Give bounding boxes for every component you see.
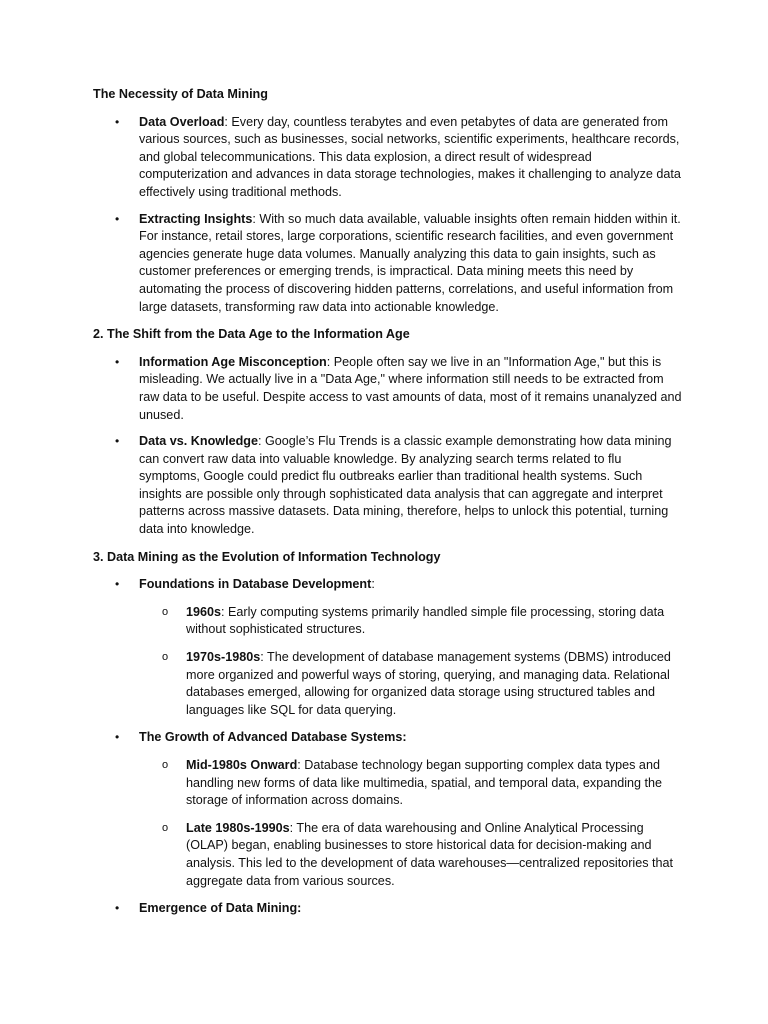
list-item — [93, 433, 683, 539]
item-sep: : — [326, 354, 331, 369]
list-item — [93, 211, 683, 317]
item-text: The era of data warehousing and Online Analytical Processing (OLAP) began, enabling businesses to store historical data for decision-making and analysis. This led to the development of data warehouses—centralized repositories that aggregate data from various sources. — [186, 820, 673, 888]
bullet-list — [93, 576, 683, 918]
item-sep: : — [289, 820, 294, 835]
item-term: Late 1980s-1990s — [186, 820, 290, 835]
sub-list-item — [139, 649, 683, 719]
bullet-icon: • — [115, 901, 120, 916]
bullet-icon: • — [115, 577, 120, 592]
item-sep: : — [252, 211, 256, 226]
list-item — [93, 114, 683, 202]
document-body — [93, 86, 683, 928]
item-sep: : — [260, 650, 264, 665]
item-text: Every day, countless terabytes and even petabytes of data are generated from various sources, such as businesses, social networks, scientific experiments, healthcare records, and global telecommunications. This data explosion, a direct result of widespread computerization and advances in data storage technologies, makes it challenging to analyze data effectively using traditional methods. — [139, 114, 681, 199]
bullet-icon: • — [115, 354, 120, 369]
bullet-icon: • — [115, 114, 120, 129]
item-term: 1960s — [186, 604, 222, 619]
item-sep: : — [297, 758, 301, 772]
sub-bullet-list — [139, 604, 683, 720]
list-item — [93, 354, 683, 424]
bullet-list — [93, 354, 683, 539]
item-text: People often say we live in an "Information Age," but this is misleading. We actually live in a "Data Age," where information still needs to be extracted from raw data to be useful. Despite access to vast amounts of data, most of it remains unanalyzed and unused. — [139, 354, 682, 422]
item-text: Google’s Flu Trends is a classic example demonstrating how data mining can convert raw data into valuable knowledge. By analyzing search terms related to flu symptoms, Google could predict flu outbreaks earlier than traditional health systems. Such insights are possible only through sophisticated data analysis that can aggregate and interpret patterns across massive datasets. Data mining, therefore, helps to unlock this potential, turning data into knowledge. — [139, 434, 672, 537]
sub-bullet-icon: o — [162, 821, 169, 834]
item-sep: : — [221, 604, 225, 619]
item-term: 1970s-1980s — [186, 650, 261, 665]
section-heading: 2. The Shift from the Data Age to the Information Age — [93, 327, 410, 342]
item-term: Data vs. Knowledge — [139, 434, 258, 449]
sub-list-item — [139, 820, 683, 890]
bullet-icon: • — [115, 211, 120, 226]
item-text: Early computing systems primarily handled simple file processing, storing data without sophisticated structures. — [186, 604, 665, 637]
item-term: Mid-1980s Onward — [186, 758, 298, 772]
item-text: The development of database management systems (DBMS) introduced more organized and powerful ways of storing, querying, and managing data. Relational databases emerged, allowing for organized data storage using structured tables and languages like SQL for data querying. — [186, 650, 671, 717]
sub-list-item — [139, 757, 683, 810]
list-item — [93, 729, 683, 890]
item-term: Data Overload — [139, 114, 225, 129]
bullet-list — [93, 114, 683, 317]
bullet-icon: • — [115, 434, 120, 449]
item-sep: : — [257, 434, 262, 449]
item-sep: : — [371, 577, 375, 592]
item-term: Emergence of Data Mining: — [139, 901, 302, 916]
item-term: The Growth of Advanced Database Systems: — [139, 730, 407, 745]
section-heading: 3. Data Mining as the Evolution of Information Technology — [93, 549, 441, 564]
list-item — [93, 576, 683, 719]
sub-bullet-icon: o — [162, 759, 169, 771]
item-sep: : — [224, 114, 228, 129]
item-term: Extracting Insights — [139, 211, 253, 226]
item-term: Information Age Misconception — [139, 354, 327, 369]
item-text: Database technology began supporting complex data types and handling new forms of data like multimedia, spatial, and temporal data, expanding the storage of information across domains. — [186, 758, 663, 808]
sub-bullet-list — [139, 757, 683, 890]
sub-bullet-icon: o — [162, 651, 169, 664]
sub-bullet-icon: o — [162, 605, 169, 618]
section-heading: The Necessity of Data Mining — [93, 87, 268, 101]
bullet-icon: • — [115, 730, 120, 745]
item-term: Foundations in Database Development — [139, 577, 372, 592]
list-item — [93, 900, 683, 918]
item-text: With so much data available, valuable insights often remain hidden within it. For instance, retail stores, large corporations, scientific research facilities, and even government agencies generate huge data volumes. Manually analyzing this data to gain insights, such as customer preferences or emerging trends, is impractical. Data mining meets this need by automating the process of discovering hidden patterns, correlations, and useful information from large datasets, transforming raw data into actionable knowledge. — [139, 211, 681, 314]
sub-list-item — [139, 604, 683, 639]
